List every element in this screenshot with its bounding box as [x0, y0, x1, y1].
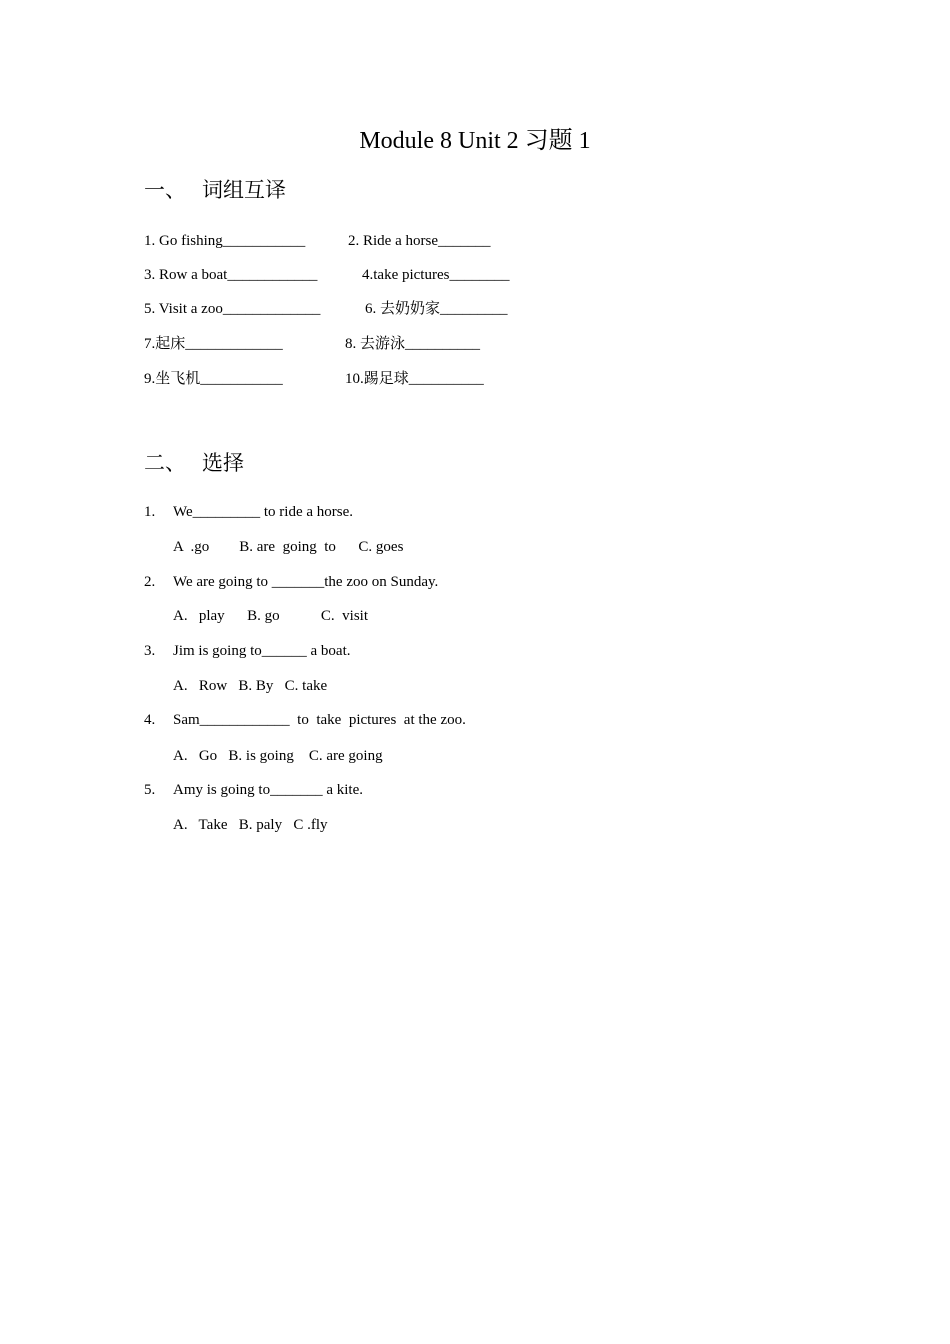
- question-text: Amy is going to_______ a kite.: [173, 782, 363, 798]
- question-options: A. Take B. paly C .fly: [173, 817, 328, 833]
- vocab-item: 3. Row a boat____________: [144, 267, 318, 283]
- question-text: We are going to _______the zoo on Sunday.: [173, 574, 439, 590]
- vocab-item: 4.take pictures________: [362, 267, 510, 283]
- vocab-item: 1. Go fishing___________: [144, 233, 306, 249]
- vocab-item: 2. Ride a horse_______: [348, 233, 491, 249]
- question-number: 1.: [144, 504, 156, 520]
- question-text: We_________ to ride a horse.: [173, 504, 353, 520]
- vocab-item: 6. 去奶奶家_________: [365, 301, 508, 317]
- question-number: 5.: [144, 782, 156, 798]
- vocab-item: 10.踢足球__________: [345, 371, 484, 387]
- section2-number: 二、: [144, 451, 186, 475]
- question-options: A. Go B. is going C. are going: [173, 748, 383, 764]
- question-options: A. Row B. By C. take: [173, 678, 328, 694]
- question-text: Jim is going to______ a boat.: [173, 643, 351, 659]
- section1-number: 一、: [144, 178, 186, 202]
- question-options: A .go B. are going to C. goes: [173, 539, 404, 555]
- vocab-item: 8. 去游泳__________: [345, 336, 481, 352]
- question-options: A. play B. go C. visit: [173, 608, 369, 624]
- section2-heading: 选择: [202, 451, 244, 475]
- question-number: 4.: [144, 712, 156, 728]
- page-title: Module 8 Unit 2 习题 1: [359, 128, 591, 154]
- question-number: 2.: [144, 574, 156, 590]
- section1-heading: 词组互译: [202, 178, 286, 202]
- vocab-item: 5. Visit a zoo_____________: [144, 301, 321, 317]
- question-text: Sam____________ to take pictures at the zoo.: [173, 712, 466, 728]
- vocab-item: 9.坐飞机___________: [144, 371, 283, 387]
- question-number: 3.: [144, 643, 156, 659]
- vocab-item: 7.起床_____________: [144, 336, 283, 352]
